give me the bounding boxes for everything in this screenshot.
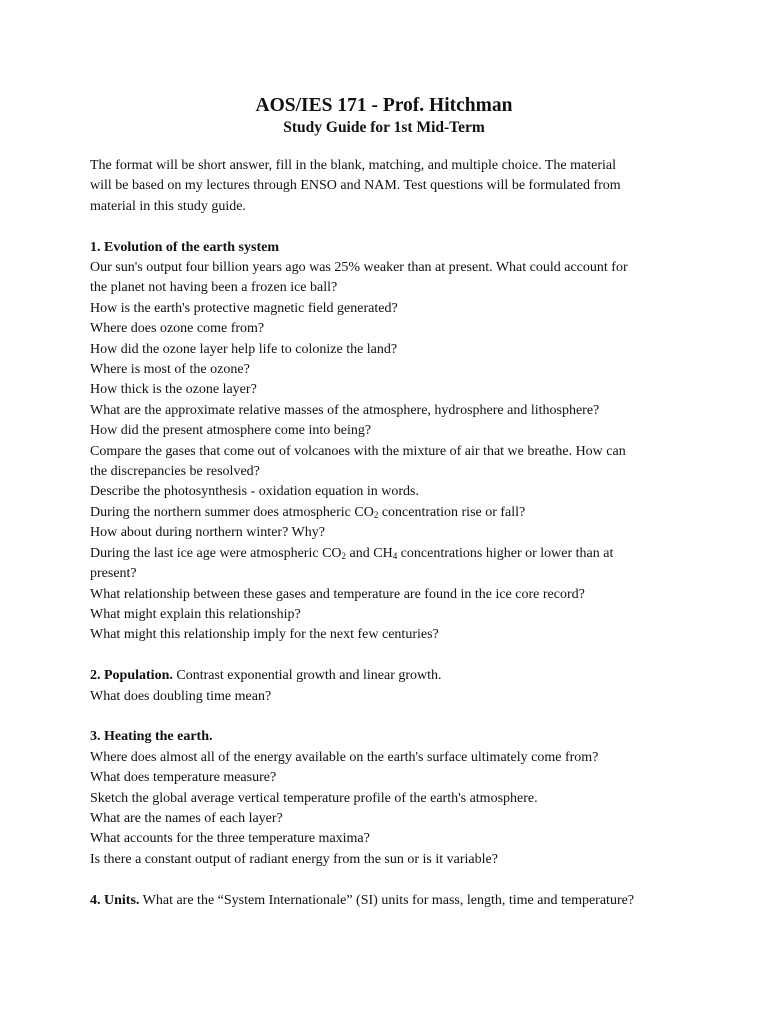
section-heading [90,666,690,686]
question-line: present? [90,566,137,582]
question-line: the discrepancies be resolved? [90,464,260,480]
question-line-ice-age [90,544,690,564]
question-line: the planet not having been a frozen ice ball? [90,280,338,296]
question-line: Where is most of the ozone? [90,362,250,378]
section-heading-label: 4. Units. [90,892,140,908]
spacer [90,646,690,666]
text-fragment: During the northern summer does atmospheric CO [90,504,374,520]
spacer [90,870,690,890]
section-units [90,891,690,911]
section-heading [90,891,690,911]
question-line: Our sun's output four billion years ago was 25% weaker than at present. What could account for [90,260,628,276]
text-fragment: During the last ice age were atmospheric CO [90,545,342,561]
question-line: What does temperature measure? [90,770,277,786]
question-line: Where does almost all of the energy available on the earth's surface ultimately come from? [90,749,599,765]
spacer [90,217,690,237]
section-population [90,666,690,707]
question-line: What does doubling time mean? [90,688,272,704]
question-line-co2-seasonal [90,503,690,523]
question-line: How thick is the ozone layer? [90,382,257,398]
subscript: 2 [373,509,379,520]
question-line: What relationship between these gases and temperature are found in the ice core record? [90,586,585,602]
question-line: How did the present atmosphere come into being? [90,423,372,439]
intro-line: The format will be short answer, fill in the blank, matching, and multiple choice. The material [90,158,616,173]
section-heading [90,727,690,747]
subscript: 2 [341,550,347,561]
question-line: Is there a constant output of radiant energy from the sun or is it variable? [90,851,498,867]
page-title: AOS/IES 171 - Prof. Hitchman [255,95,513,116]
section-heading-text: What are the “System Internationale” (SI) units for mass, length, time and temperature? [139,892,635,908]
question-line: Describe the photosynthesis - oxidation equation in words. [90,484,419,500]
text-fragment: concentration rise or fall? [378,504,526,520]
intro-paragraph [90,156,690,217]
section-heating [90,727,690,870]
question-line: What are the approximate relative masses of the atmosphere, hydrosphere and lithosphere? [90,402,600,418]
spacer [90,707,690,727]
question-line: What accounts for the three temperature maxima? [90,831,370,847]
text-fragment: concentrations higher or lower than at [397,545,614,561]
question-line: How about during northern winter? Why? [90,525,325,541]
intro-line: material in this study guide. [90,198,246,214]
question-line: What might explain this relationship? [90,606,301,622]
intro-line: will be based on my lectures through ENSO and NAM. Test questions will be formulated from [90,178,621,194]
section-heading [90,238,690,258]
subscript: 4 [392,550,398,561]
section-heading-label: 3. Heating the earth. [90,729,213,745]
question-line: How is the earth's protective magnetic field generated? [90,300,398,316]
section-heading-text: Contrast exponential growth and linear growth. [172,668,442,684]
question-line: Where does ozone come from? [90,321,265,337]
section-evolution [90,238,690,646]
text-fragment: and CH [346,545,393,561]
question-line: Sketch the global average vertical temperature profile of the earth's atmosphere. [90,790,538,806]
page-subtitle: Study Guide for 1st Mid-Term [283,119,485,136]
question-line: How did the ozone layer help life to colonize the land? [90,341,398,357]
section-heading-label: 2. Population. [90,668,173,684]
question-line: What might this relationship imply for the next few centuries? [90,627,439,643]
document-body [90,156,690,911]
question-line: What are the names of each layer? [90,810,283,826]
section-heading-label: 1. Evolution of the earth system [90,239,279,255]
question-line: Compare the gases that come out of volcanoes with the mixture of air that we breathe. How can [90,443,626,459]
